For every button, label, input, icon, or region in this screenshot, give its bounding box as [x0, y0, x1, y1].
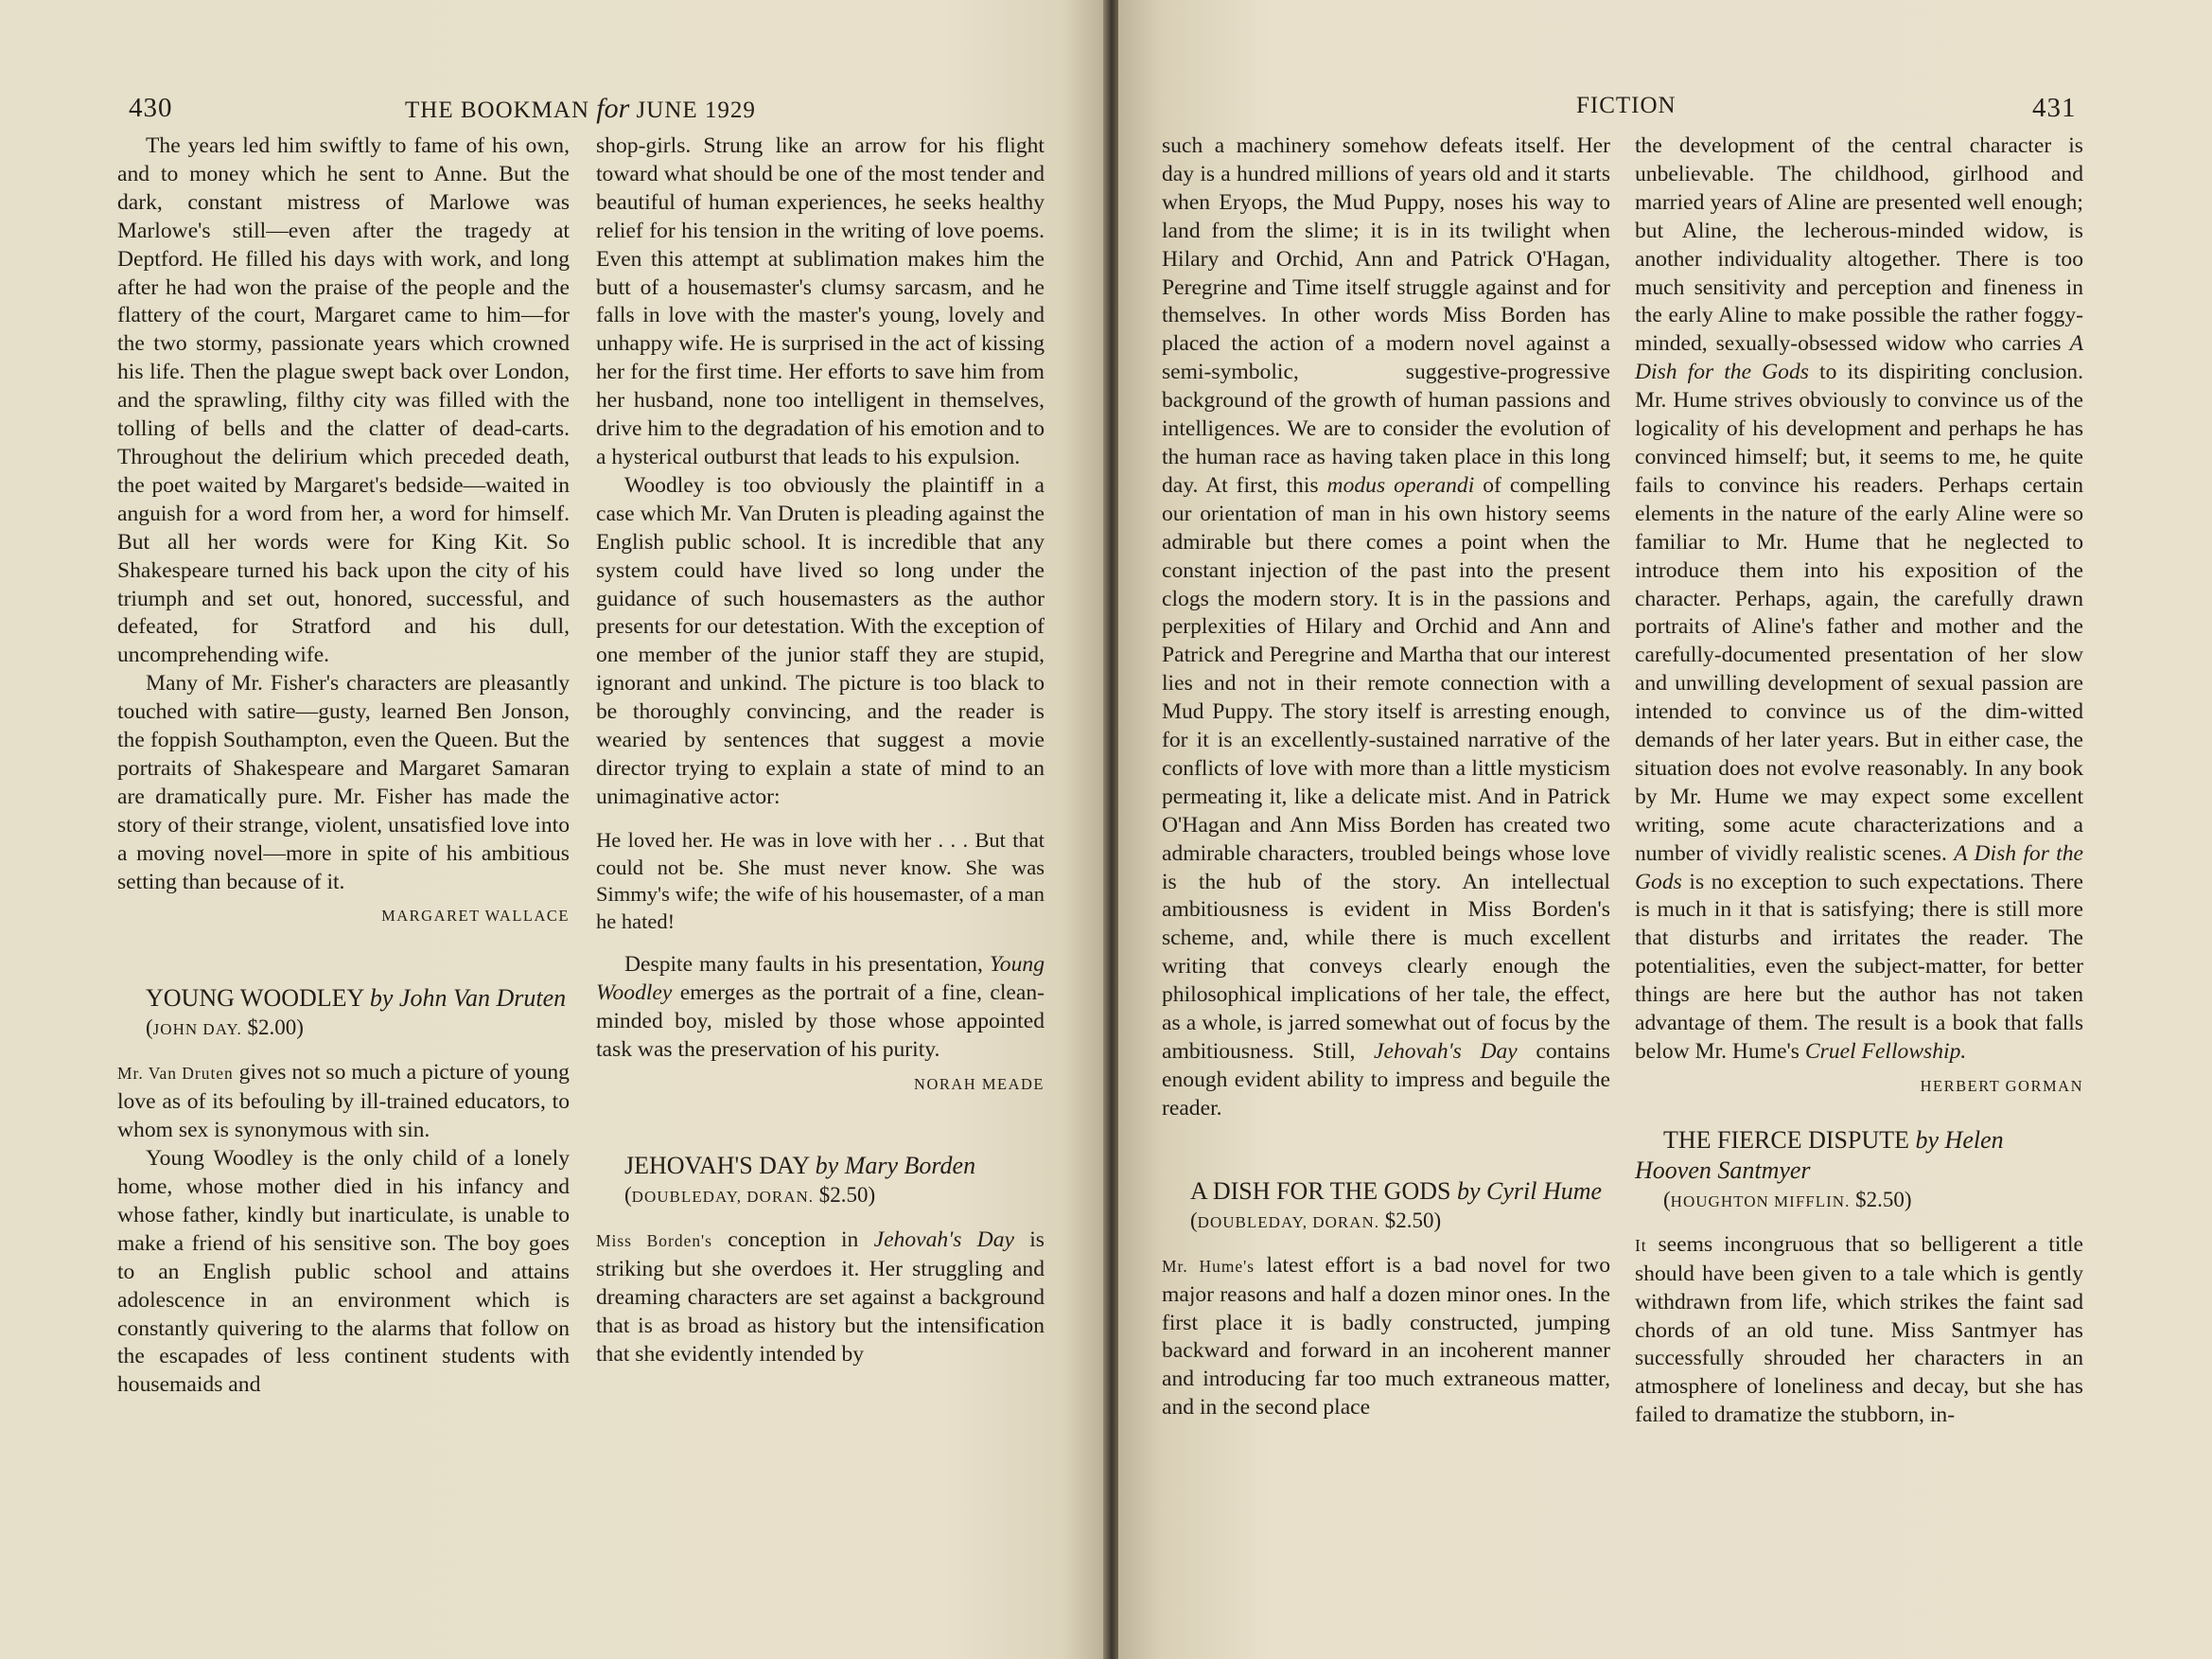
block-quote: He loved her. He was in love with her . . . But that could not be. She must never know. She was Simmy's wife; the wife of his housemaster, of a man he hated!	[596, 827, 1045, 934]
left-column-1	[117, 132, 570, 1400]
running-head-left: THE BOOKMAN for JUNE 1929	[405, 93, 756, 124]
review-publisher: (JOHN DAY. $2.00)	[146, 1015, 304, 1040]
review-publisher: (DOUBLEDAY, DORAN. $2.50)	[1190, 1208, 1442, 1232]
paragraph: Miss Borden's conception in Jehovah's Day is striking but she overdoes it. Her struggling and dreaming characters are set against a background that is as broad as history but the intensification that she evidently intended by	[596, 1227, 1045, 1368]
running-head-right: FICTION	[1576, 93, 1677, 118]
paragraph: Young Woodley is the only child of a lonely home, whose mother died in his infancy and whose father, kindly but inarticulate, is unable to make a friend of his sensitive son. The boy goes to an English public school and attains adolescence in an environment which is constantly quivering to the alarms that follow on the escapades of less continent students with housemaids and	[117, 1146, 570, 1398]
paragraph: It seems incongruous that so belligerent a title should have been given to a tale which is gently withdrawn from life, which strikes the faint sad chords of an old tune. Miss Santmyer has successfully shrouded her characters in an atmosphere of loneliness and decay, but she has failed to dramatize the stubborn, in-	[1635, 1231, 2083, 1428]
review-heading: YOUNG WOODLEY by John Van Druten	[146, 984, 567, 1013]
paragraph: such a machinery somehow defeats itself. Her day is a hundred millions of years old and it starts when Eryops, the Mud Puppy, noses his way to land from the slime; it is in its twilight when Hilary and Orchid, Ann and Patrick O'Hagan, Peregrine and Time itself struggle against and for themselves. In other words Miss Borden has placed the action of a modern novel against a semi-symbolic, suggestive-progressive background of the growth of human passions and intelligences. We are to consider the evolution of the human race as having taken place in this long day. At first, this modus operandi of compelling our orientation of man in his own history seems admirable but there comes a point when the constant injection of the past into the present clogs the modern story. It is in the passions and perplexities of Hilary and Orchid and Ann and Patrick and Peregrine and Martha that our interest lies and not in their remote connection with a Mud Puppy. The story itself is arresting enough, for it is an excellently-sustained narrative of the conflicts of love with more than a little mysticism permeating it, like a delicate mist. And in Patrick O'Hagan and Ann Miss Borden has created two admirable characters, troubled beings whose love is the hub of the story. An intellectual ambitiousness is evident in Miss Borden's scheme, and, while there is much excellent writing that conveys clearly enough the philosophical implications of her tale, the effect, as a whole, is jarred somewhat out of focus by the ambitiousness. Still, Jehovah's Day contains enough evident ability to impress and beguile the reader.	[1162, 133, 1611, 1121]
reviewer-signature: HERBERT GORMAN	[1920, 1076, 2083, 1095]
page-number-right: 431	[2032, 93, 2077, 123]
paragraph: the development of the central character is unbelievable. The childhood, girlhood and married years of Aline are presented well enough; but Aline, the lecherous-minded widow, is another individuality altogether. There is too much sensitivity and perception and fineness in the early Aline to make possible the rather foggy-minded, sexually-obsessed widow who carries A Dish for the Gods to its dispiriting conclusion. Mr. Hume strives obviously to convince us of the logicality of his development and perhaps he has convinced himself; but, it seems to me, he quite fails to convince his readers. Perhaps certain elements in the nature of the early Aline were so familiar to Mr. Hume that he neglected to introduce them into his exposition of the character. Perhaps, again, the carefully drawn portraits of Aline's father and mother and the carefully-documented presentation of her slow and unwilling development of sexual passion are intended to convince us of the dim-witted demands of her later years. But in either case, the situation does not evolve reasonably. In any book by Mr. Hume we may expect some excellent writing, some acute characterizations and a number of vividly realistic scenes. A Dish for the Gods is no exception to such expectations. There is much in it that is satisfying; there is still more that disturbs and irritates the reader. The potentialities, even the subject-matter, for better things are here but the author has not taken advantage of them. The result is a book that falls below Mr. Hume's Cruel Fellowship.	[1635, 133, 2083, 1064]
right-column-2	[1635, 132, 2083, 1430]
paragraph: The years led him swiftly to fame of his own, and to money which he sent to Anne. But the dark, constant mistress of Marlowe was Marlowe's still—even after the tragedy at Deptford. He filled his days with work, and long after he had won the praise of the people and the flattery of the court, Margaret came to him—for the two stormy, passionate years which crowned his life. Then the plague swept back over London, and the sprawling, filthy city was filled with the tolling of bells and the clatter of dead-carts. Throughout the delirium which preceded death, the poet waited by Margaret's bedside—waited in anguish for a word from her, a word for himself. But all her words were for King Kit. So Shakespeare turned his back upon the city of his triumph and set out, honored, successful, and defeated, for Stratford and his dull, uncomprehending wife.	[117, 133, 570, 668]
paragraph: shop-girls. Strung like an arrow for his flight toward what should be one of the most tender and beautiful of human experiences, he seeks healthy relief for his tension in the writing of love poems. Even this attempt at sublimation makes him the butt of a housemaster's clumsy sarcasm, and he falls in love with the master's young, lovely and unhappy wife. He is surprised in the act of kissing her for the first time. Her efforts to save him from her husband, none too intelligent in themselves, drive him to the degradation of his emotion and to a hysterical outburst that leads to his expulsion.	[596, 133, 1045, 469]
review-heading: THE FIERCE DISPUTE by Helen Hooven Santmyer	[1635, 1125, 2004, 1184]
right-page	[1118, 0, 2212, 1659]
paragraph: Despite many faults in his presentation, Young Woodley emerges as the portrait of a fine, clean-minded boy, misled by those whose appointed task was the preservation of his purity.	[596, 951, 1045, 1062]
review-heading: JEHOVAH'S DAY by Mary Borden	[624, 1152, 976, 1180]
left-column-2	[596, 132, 1045, 1369]
page-number-left: 430	[129, 93, 173, 123]
paragraph: Many of Mr. Fisher's characters are pleasantly touched with satire—gusty, learned Ben Jonson, the foppish Southampton, even the Queen. But the portraits of Shakespeare and Margaret Samaran are dramatically pure. Mr. Fisher has made the story of their strange, violent, unsatisfied love into a moving novel—more in spite of his ambitious setting than because of it.	[117, 671, 570, 894]
review-publisher: (HOUGHTON MIFFLIN. $2.50)	[1663, 1187, 1912, 1211]
review-publisher: (DOUBLEDAY, DORAN. $2.50)	[624, 1183, 876, 1208]
review-heading: A DISH FOR THE GODS by Cyril Hume	[1190, 1176, 1603, 1205]
paragraph: Woodley is too obviously the plaintiff in a case which Mr. Van Druten is pleading against the English public school. It is incredible that any system could have lived so long under the guidance of such housemasters as the author presents for our detestation. With the exception of one member of the junior staff they are stupid, ignorant and unkind. The picture is too black to be thoroughly convincing, and the reader is wearied by sentences that suggest a movie director trying to explain a state of mind to an unimaginative actor:	[596, 472, 1045, 809]
reviewer-signature: MARGARET WALLACE	[381, 907, 570, 926]
paragraph: Mr. Hume's latest effort is a bad novel for two major reasons and half a dozen minor ones. In the first place it is badly constructed, jumping backward and forward in an incoherent manner and introducing far too much extraneous matter, and in the second place	[1162, 1252, 1610, 1421]
paragraph: Mr. Van Druten gives not so much a picture of young love as of its befouling by ill-trained educators, to whom sex is synonymous with sin.	[117, 1060, 570, 1143]
reviewer-signature: NORAH MEADE	[914, 1074, 1045, 1093]
right-column-1	[1162, 132, 1610, 1422]
